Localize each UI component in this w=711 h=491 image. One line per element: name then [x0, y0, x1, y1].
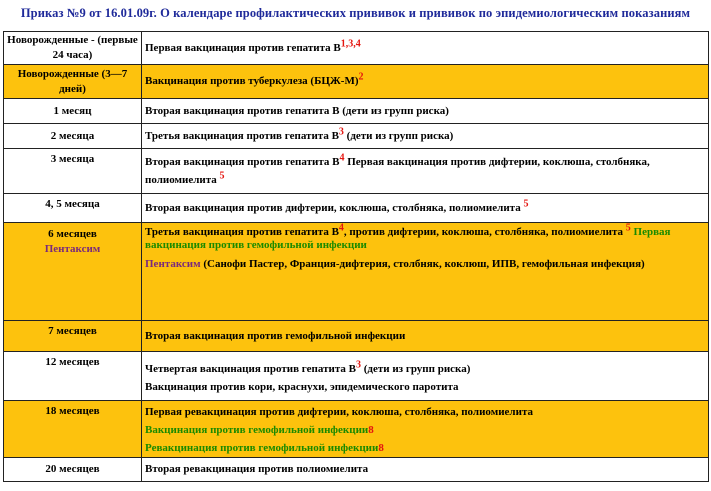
table-row	[4, 149, 709, 194]
table-row	[4, 65, 709, 99]
vaccination-text: Вакцинация против туберкулеза (БЦЖ-М)	[145, 75, 359, 87]
age-cell: Новорожденные - (первые 24 часа)	[4, 32, 142, 65]
footnote-ref: 3	[338, 125, 344, 137]
table-row	[4, 401, 709, 458]
footnote-ref: 5	[219, 170, 225, 182]
table-row	[4, 352, 709, 401]
age-cell: Новорожденные (3—7 дней)	[4, 65, 142, 99]
age-cell: 1 месяц	[4, 99, 142, 124]
vaccination-text-green: Вакцинация против гемофильной инфекции	[145, 424, 369, 436]
footnote-ref: 2	[358, 71, 364, 83]
age-cell: 7 месяцев	[4, 321, 142, 352]
vaccination-cell: Вторая вакцинация против гепатита В (дети из групп риска)	[142, 99, 709, 124]
vaccination-text: Вторая вакцинация против дифтерии, коклюша, столбняка, полиомиелита	[145, 201, 521, 214]
vaccination-cell	[142, 223, 709, 321]
footnote-ref: 1,3,4	[340, 37, 361, 49]
vaccination-text-green: Первая вакцинация против гемофильной инфекции	[145, 226, 671, 251]
vaccine-brand-label: Пентаксим	[44, 243, 101, 255]
footnote-ref: 8	[368, 424, 374, 436]
vaccine-brand-name: Пентаксим	[145, 258, 201, 270]
footnote-ref: 3	[355, 359, 361, 371]
vaccination-text: Вакцинация против кори, краснухи, эпидемического паротита	[145, 381, 459, 393]
table-row	[4, 194, 709, 223]
vaccination-schedule-table	[3, 31, 709, 482]
age-cell: 2 месяца	[4, 124, 142, 149]
age-cell: 18 месяцев	[4, 401, 142, 458]
age-cell: 3 месяца	[4, 149, 142, 194]
age-cell: 4, 5 месяца	[4, 194, 142, 223]
vaccination-text: Третья вакцинация против гепатита В	[145, 226, 339, 238]
vaccination-cell	[142, 352, 709, 401]
table-row	[4, 458, 709, 482]
table-row	[4, 32, 709, 65]
footnote-ref: 4	[339, 152, 345, 164]
footnote-ref: 8	[378, 442, 384, 454]
vaccination-cell	[142, 194, 709, 223]
vaccination-note: (дети из групп риска)	[343, 129, 454, 142]
vaccination-cell	[142, 32, 709, 65]
vaccination-cell: Вторая вакцинация против гемофильной инфекции	[142, 321, 709, 352]
vaccination-text: Четвертая вакцинация против гепатита В	[145, 363, 356, 375]
page-title: Приказ №9 от 16.01.09г. О календаре профилактических прививок и прививок по эпидемиологическим показаниям	[20, 6, 691, 20]
vaccination-text: Третья вакцинация против гепатита В	[145, 129, 339, 142]
footnote-ref: 5	[625, 222, 631, 234]
vaccination-cell	[142, 401, 709, 458]
vaccine-composition: (Санофи Пастер, Франция-дифтерия, столбняк, коклюш, ИПВ, гемофильная инфекция)	[200, 258, 645, 270]
vaccination-text-green: Ревакцинация против гемофильной инфекции	[145, 442, 379, 454]
age-cell: 12 месяцев	[4, 352, 142, 401]
table-row	[4, 223, 709, 321]
vaccination-cell	[142, 65, 709, 99]
vaccination-cell: Вторая ревакцинация против полиомиелита	[142, 458, 709, 482]
table-row	[4, 321, 709, 352]
age-label: 6 месяцев	[48, 228, 97, 240]
age-cell: 20 месяцев	[4, 458, 142, 482]
vaccination-note: (дети из групп риска)	[360, 363, 471, 375]
table-row	[4, 99, 709, 124]
vaccination-text: Первая вакцинация против гепатита В	[145, 41, 341, 54]
footnote-ref: 4	[338, 222, 344, 234]
vaccination-cell	[142, 149, 709, 194]
age-cell	[4, 223, 142, 321]
table-row	[4, 124, 709, 149]
vaccination-text: , против дифтерии, коклюша, столбняка, полиомиелита	[343, 226, 624, 238]
vaccination-text: Первая ревакцинация против дифтерии, коклюша, столбняка, полиомиелита	[145, 406, 533, 418]
vaccination-text: Вторая вакцинация против гепатита В	[145, 156, 340, 168]
footnote-ref: 5	[523, 197, 529, 209]
vaccination-text: Первая вакцинация против дифтерии, коклюша, столбняка, полиомиелита	[145, 156, 650, 186]
vaccination-cell	[142, 124, 709, 149]
